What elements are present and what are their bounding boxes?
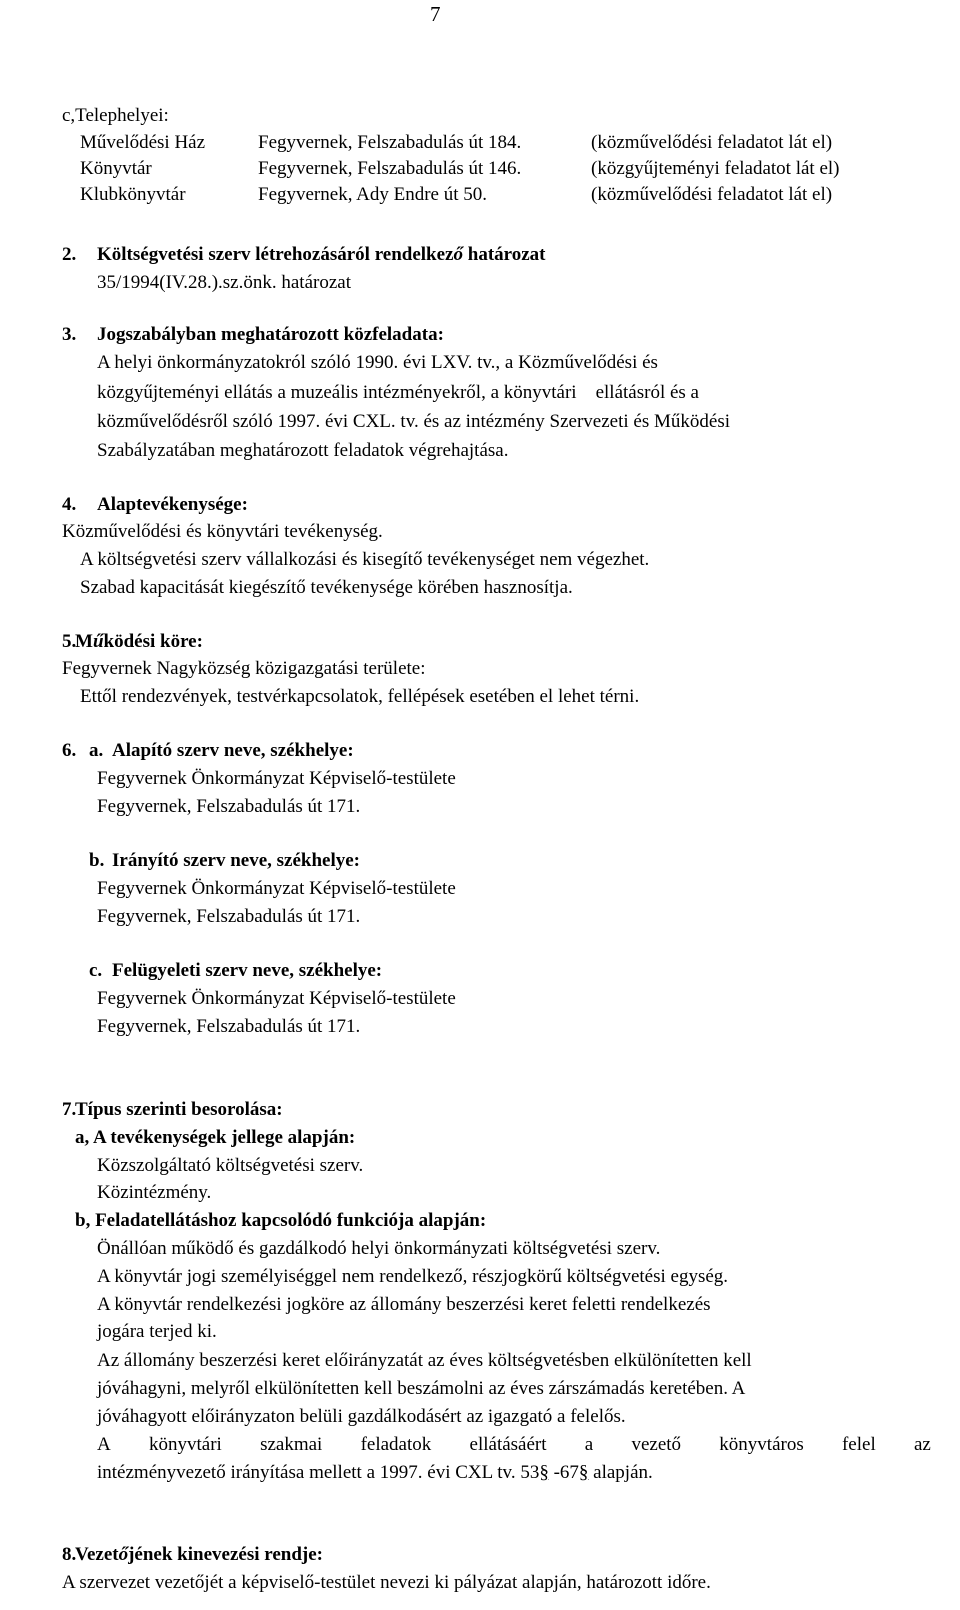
section-7b-text: jóváhagyott előirányzaton belüli gazdálkodásért az igazgató a felelős. bbox=[97, 1406, 626, 1427]
site-note: (közművelődési feladatot lát el) bbox=[591, 184, 833, 205]
section-7b-text bbox=[97, 1349, 931, 1373]
section-4-text: Szabad kapacitását kiegészítő tevékenysége körében hasznosítja. bbox=[80, 577, 573, 598]
section-7b-text: jogára terjed ki. bbox=[97, 1321, 217, 1342]
section-8-text: A szervezet vezetőjét a képviselő-testület nevezi ki pályázat alapján, határozott időre. bbox=[62, 1572, 711, 1593]
section-5-text: Ettől rendezvények, testvérkapcsolatok, fellépések esetében el lehet térni. bbox=[80, 686, 640, 707]
section-4-text: A költségvetési szerv vállalkozási és kisegítő tevékenységet nem végezhet. bbox=[80, 549, 650, 570]
site-name: Könyvtár bbox=[80, 158, 152, 179]
section-2-text: 35/1994(IV.28.).sz.önk. határozat bbox=[97, 272, 351, 293]
section-sign: § bbox=[539, 1462, 549, 1483]
section-sign: § bbox=[578, 1462, 589, 1483]
title-part: jének kinevezési rendje: bbox=[128, 1544, 323, 1565]
site-note: (közgyűjteményi feladatot lát el) bbox=[591, 158, 840, 179]
section-7b-text: jóváhagyni, melyről elkülönítetten kell beszámolni az éves zárszámadás keretében. A bbox=[97, 1378, 746, 1399]
section-7b-text: A könyvtár jogi személyiséggel nem rendelkező, részjogkörű költségvetési egység. bbox=[97, 1266, 729, 1287]
section-2-title bbox=[97, 243, 546, 267]
site-name: Klubkönyvtár bbox=[80, 184, 186, 205]
section-5-title bbox=[75, 630, 203, 654]
site-name: Művelődési Ház bbox=[80, 132, 206, 153]
section-7b-text: A könyvtár rendelkezési jogköre az állomány beszerzési keret feletti rendelkezés bbox=[97, 1294, 711, 1315]
title-part: határozat bbox=[463, 244, 546, 265]
title-part: Költségvetési szerv létrehozásáról rendelkez bbox=[97, 244, 454, 265]
title-part: M bbox=[75, 631, 93, 652]
word: feladatok bbox=[360, 1434, 432, 1455]
section-2-number: 2. bbox=[62, 244, 77, 265]
section-6a-label: a. bbox=[89, 740, 104, 761]
title-part: Vezet bbox=[75, 1544, 119, 1565]
section-7a-text: Közszolgáltató költségvetési szerv. bbox=[97, 1155, 364, 1176]
word: vezető bbox=[631, 1434, 682, 1455]
section-7-title: Típus szerinti besorolása: bbox=[75, 1099, 283, 1120]
text-part: intézményvezető irányítása mellett a 1997. évi CXL tv. 53 bbox=[97, 1462, 540, 1483]
section-4-text: Közművelődési és könyvtári tevékenység. bbox=[62, 521, 383, 542]
title-italic-part: ű bbox=[92, 631, 104, 652]
section-3-text: közművelődésről szóló 1997. évi CXL. tv. és az intézmény Szervezeti és Működési bbox=[97, 411, 730, 432]
section-6c-label: c. bbox=[89, 960, 103, 981]
section-4-title: Alaptevékenysége: bbox=[97, 494, 248, 515]
section-6c-title: Felügyeleti szerv neve, székhelye: bbox=[112, 960, 383, 981]
sites-heading: c,Telephelyei: bbox=[62, 105, 169, 126]
section-6a-text: Fegyvernek, Felszabadulás út 171. bbox=[97, 796, 361, 817]
section-7a-title: a, A tevékenységek jellege alapján: bbox=[75, 1127, 356, 1148]
site-row bbox=[80, 183, 832, 207]
word: szakmai bbox=[260, 1434, 323, 1455]
word: ellátásáért bbox=[469, 1434, 547, 1455]
site-note: (közművelődési feladatot lát el) bbox=[591, 132, 833, 153]
title-part: ködési köre: bbox=[103, 631, 203, 652]
text-part: -67 bbox=[548, 1462, 579, 1483]
section-8-number: 8. bbox=[62, 1544, 77, 1565]
word: könyvtáros bbox=[719, 1434, 804, 1455]
section-7b-text: Önállóan működő és gazdálkodó helyi önkormányzati költségvetési szerv. bbox=[97, 1238, 661, 1259]
section-3-text: A helyi önkormányzatokról szóló 1990. évi LXV. tv., a Közművelődési és bbox=[97, 352, 658, 373]
section-6b-text: Fegyvernek Önkormányzat Képviselő-testülete bbox=[97, 878, 456, 899]
section-6c-text: Fegyvernek, Felszabadulás út 171. bbox=[97, 1016, 361, 1037]
section-6-number: 6. bbox=[62, 740, 77, 761]
word: az bbox=[914, 1434, 931, 1455]
word: felel bbox=[841, 1434, 876, 1455]
section-5-text: Fegyvernek Nagyközség közigazgatási területe: bbox=[62, 658, 426, 679]
page-number: 7 bbox=[430, 2, 441, 26]
section-5-number: 5. bbox=[62, 631, 77, 652]
section-8-title bbox=[75, 1543, 323, 1567]
section-4-number: 4. bbox=[62, 494, 77, 515]
section-6a-text: Fegyvernek Önkormányzat Képviselő-testülete bbox=[97, 768, 456, 789]
section-6c-text: Fegyvernek Önkormányzat Képviselő-testülete bbox=[97, 988, 456, 1009]
section-7b-title: b, Feladatellátáshoz kapcsolódó funkciója alapján: bbox=[75, 1210, 487, 1231]
word: A bbox=[97, 1434, 111, 1455]
section-7a-text: Közintézmény. bbox=[97, 1182, 212, 1203]
section-7b-justified-line bbox=[97, 1433, 931, 1457]
site-address: Fegyvernek, Felszabadulás út 146. bbox=[258, 158, 522, 179]
title-italic-part: ő bbox=[453, 244, 463, 265]
word: a bbox=[584, 1434, 594, 1455]
site-address: Fegyvernek, Ady Endre út 50. bbox=[258, 184, 488, 205]
section-6b-text: Fegyvernek, Felszabadulás út 171. bbox=[97, 906, 361, 927]
justified-line: Az állomány beszerzési keret előirányzatát az éves költségvetésben elkülönítetten kell bbox=[97, 1350, 752, 1371]
section-3-number: 3. bbox=[62, 324, 77, 345]
section-6a-title: Alapító szerv neve, székhelye: bbox=[112, 740, 354, 761]
section-7b-text bbox=[97, 1461, 653, 1485]
section-3-text: Szabályzatában meghatározott feladatok végrehajtása. bbox=[97, 440, 509, 461]
section-6b-label: b. bbox=[89, 850, 105, 871]
section-3-text: közgyűjteményi ellátás a muzeális intézményekről, a könyvtári ellátásról és a bbox=[97, 382, 699, 403]
text-part: alapján. bbox=[588, 1462, 653, 1483]
site-address: Fegyvernek, Felszabadulás út 184. bbox=[258, 132, 522, 153]
section-3-title: Jogszabályban meghatározott közfeladata: bbox=[97, 324, 444, 345]
site-row bbox=[80, 157, 839, 181]
title-italic-part: ő bbox=[118, 1544, 129, 1565]
site-row bbox=[80, 131, 832, 155]
section-6b-title: Irányító szerv neve, székhelye: bbox=[112, 850, 360, 871]
word: könyvtári bbox=[148, 1434, 222, 1455]
section-7-number: 7. bbox=[62, 1099, 77, 1120]
